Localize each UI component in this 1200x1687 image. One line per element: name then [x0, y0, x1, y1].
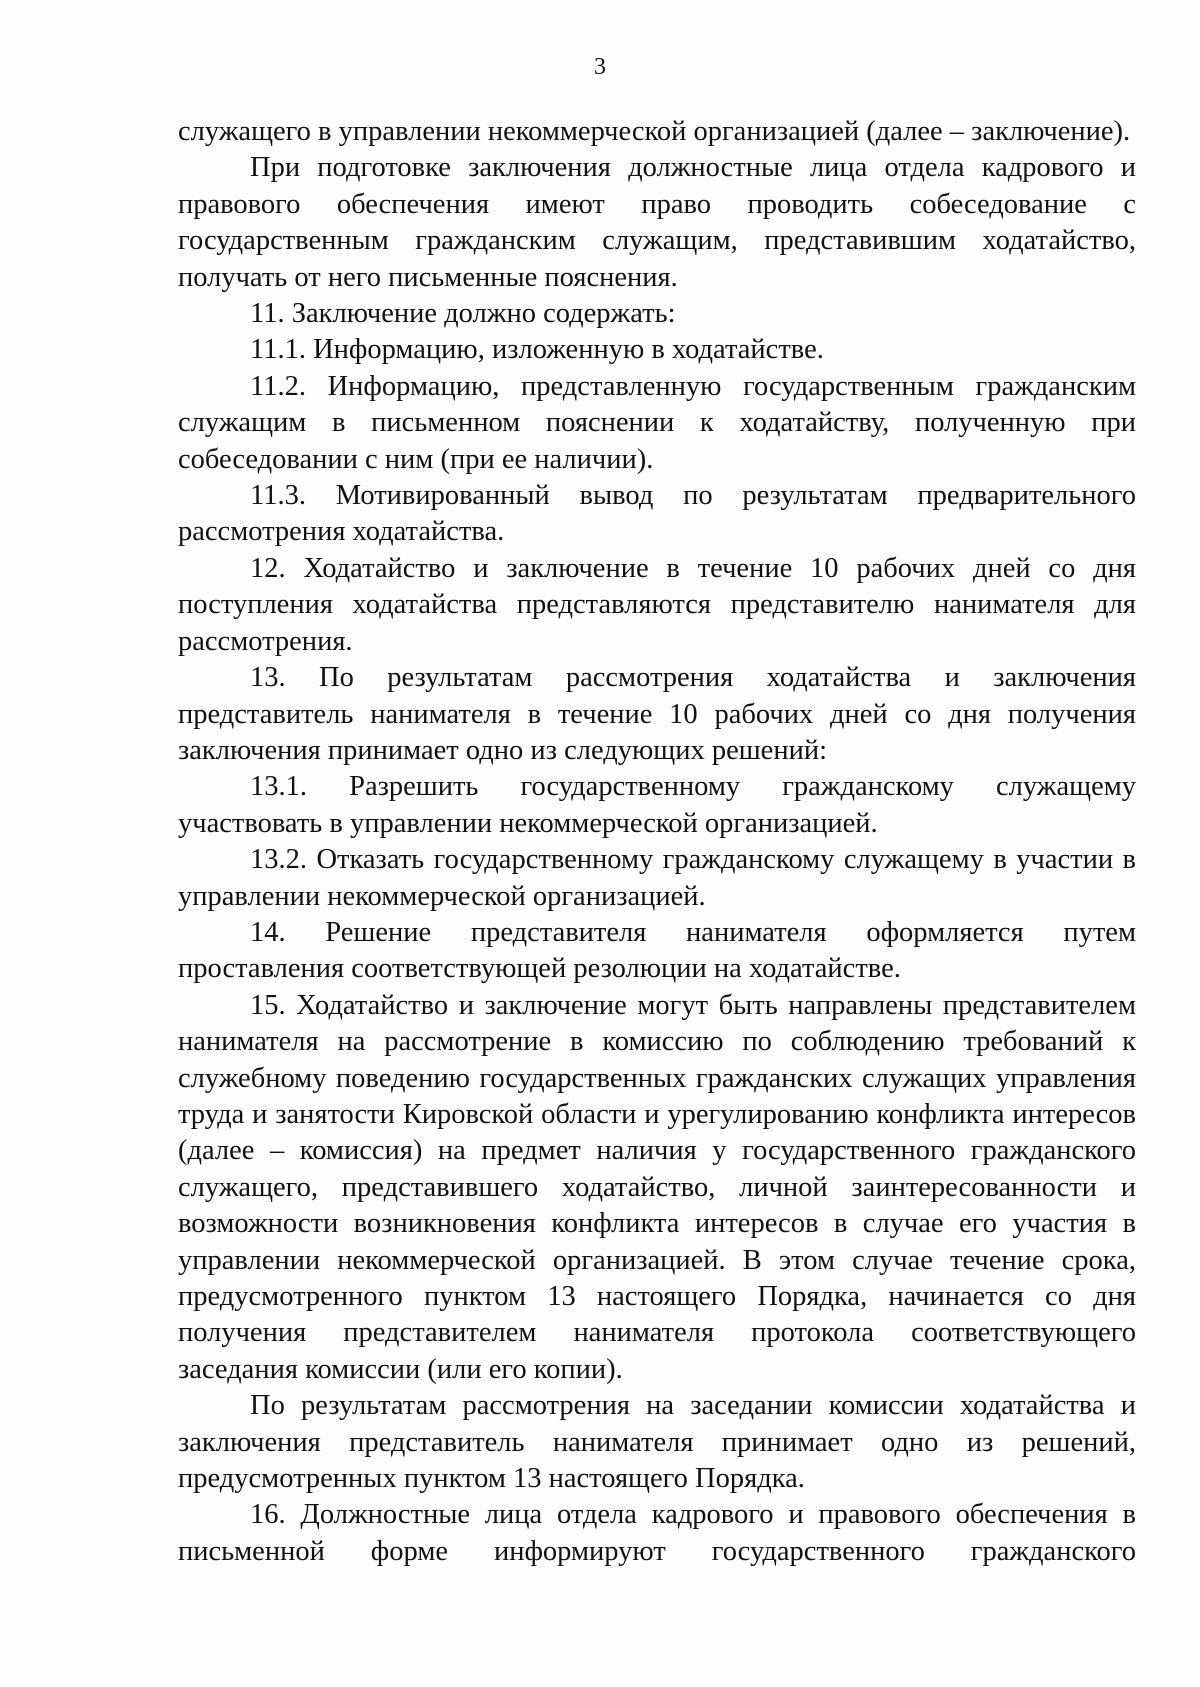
paragraph-16: 16. Должностные лица отдела кадрового и правового обеспечения в письменной форме информируют государственного гражданского: [178, 1499, 1136, 1567]
paragraph-13-1: 13.1. Разрешить государственному гражданскому служащему участвовать в управлении некоммерческой организацией.: [178, 771, 1136, 839]
paragraph-11-2: 11.2. Информацию, представленную государственным гражданским служащим в письменном пояснении к ходатайству, полученную при собеседовании с ним (при ее наличии).: [178, 370, 1136, 475]
paragraph-14: 14. Решение представителя нанимателя оформляется путем проставления соответствующей резолюции на ходатайстве.: [178, 916, 1136, 985]
paragraph-commission-result: По результатам рассмотрения на заседании комиссии ходатайства и заключения представитель нанимателя принимает одно из решений, предусмотренных пунктом 13 настоящего Порядка.: [178, 1390, 1136, 1495]
document-body: [178, 114, 1136, 1570]
page-number: 3: [594, 54, 606, 80]
paragraph-continuation: служащего в управлении некоммерческой организацией (далее – заключение).: [178, 116, 1131, 147]
paragraph-13-2: 13.2. Отказать государственному гражданскому служащему в участии в управлении некоммерческой организацией.: [178, 844, 1136, 912]
paragraph-11: 11. Заключение должно содержать:: [250, 298, 676, 330]
paragraph-11-3: 11.3. Мотивированный вывод по результатам предварительного рассмотрения ходатайства.: [178, 480, 1136, 548]
paragraph-12: 12. Ходатайство и заключение в течение 10 рабочих дней со дня поступления ходатайства представляются представителю нанимателя для рассмотрения.: [178, 552, 1136, 657]
paragraph-preparation: При подготовке заключения должностные лица отдела кадрового и правового обеспечения имеют право проводить собеседование с государственным гражданским служащим, представившим ходатайство, получать от него письменные пояснения.: [178, 152, 1136, 293]
paragraph-15: 15. Ходатайство и заключение могут быть направлены представителем нанимателя на рассмотрение в комиссию по соблюдению требований к служебному поведению государственных гражданских служащих управления труда и занятости Кировской области и урегулированию конфликта интересов (далее – комиссия) на предмет наличия у государственного гражданского служащего, представившего ходатайство, личной заинтересованности и возможности возникновения конфликта интересов в случае его участия в управлении некоммерческой организацией. В этом случае течение срока, предусмотренного пунктом 13 настоящего Порядка, начинается со дня получения представителем нанимателя протокола соответствующего заседания комиссии (или его копии).: [178, 989, 1136, 1385]
paragraph-11-1: 11.1. Информацию, изложенную в ходатайстве.: [250, 334, 824, 366]
paragraph-13: 13. По результатам рассмотрения ходатайства и заключения представитель нанимателя в течение 10 рабочих дней со дня получения заключения принимает одно из следующих решений:: [178, 662, 1136, 766]
